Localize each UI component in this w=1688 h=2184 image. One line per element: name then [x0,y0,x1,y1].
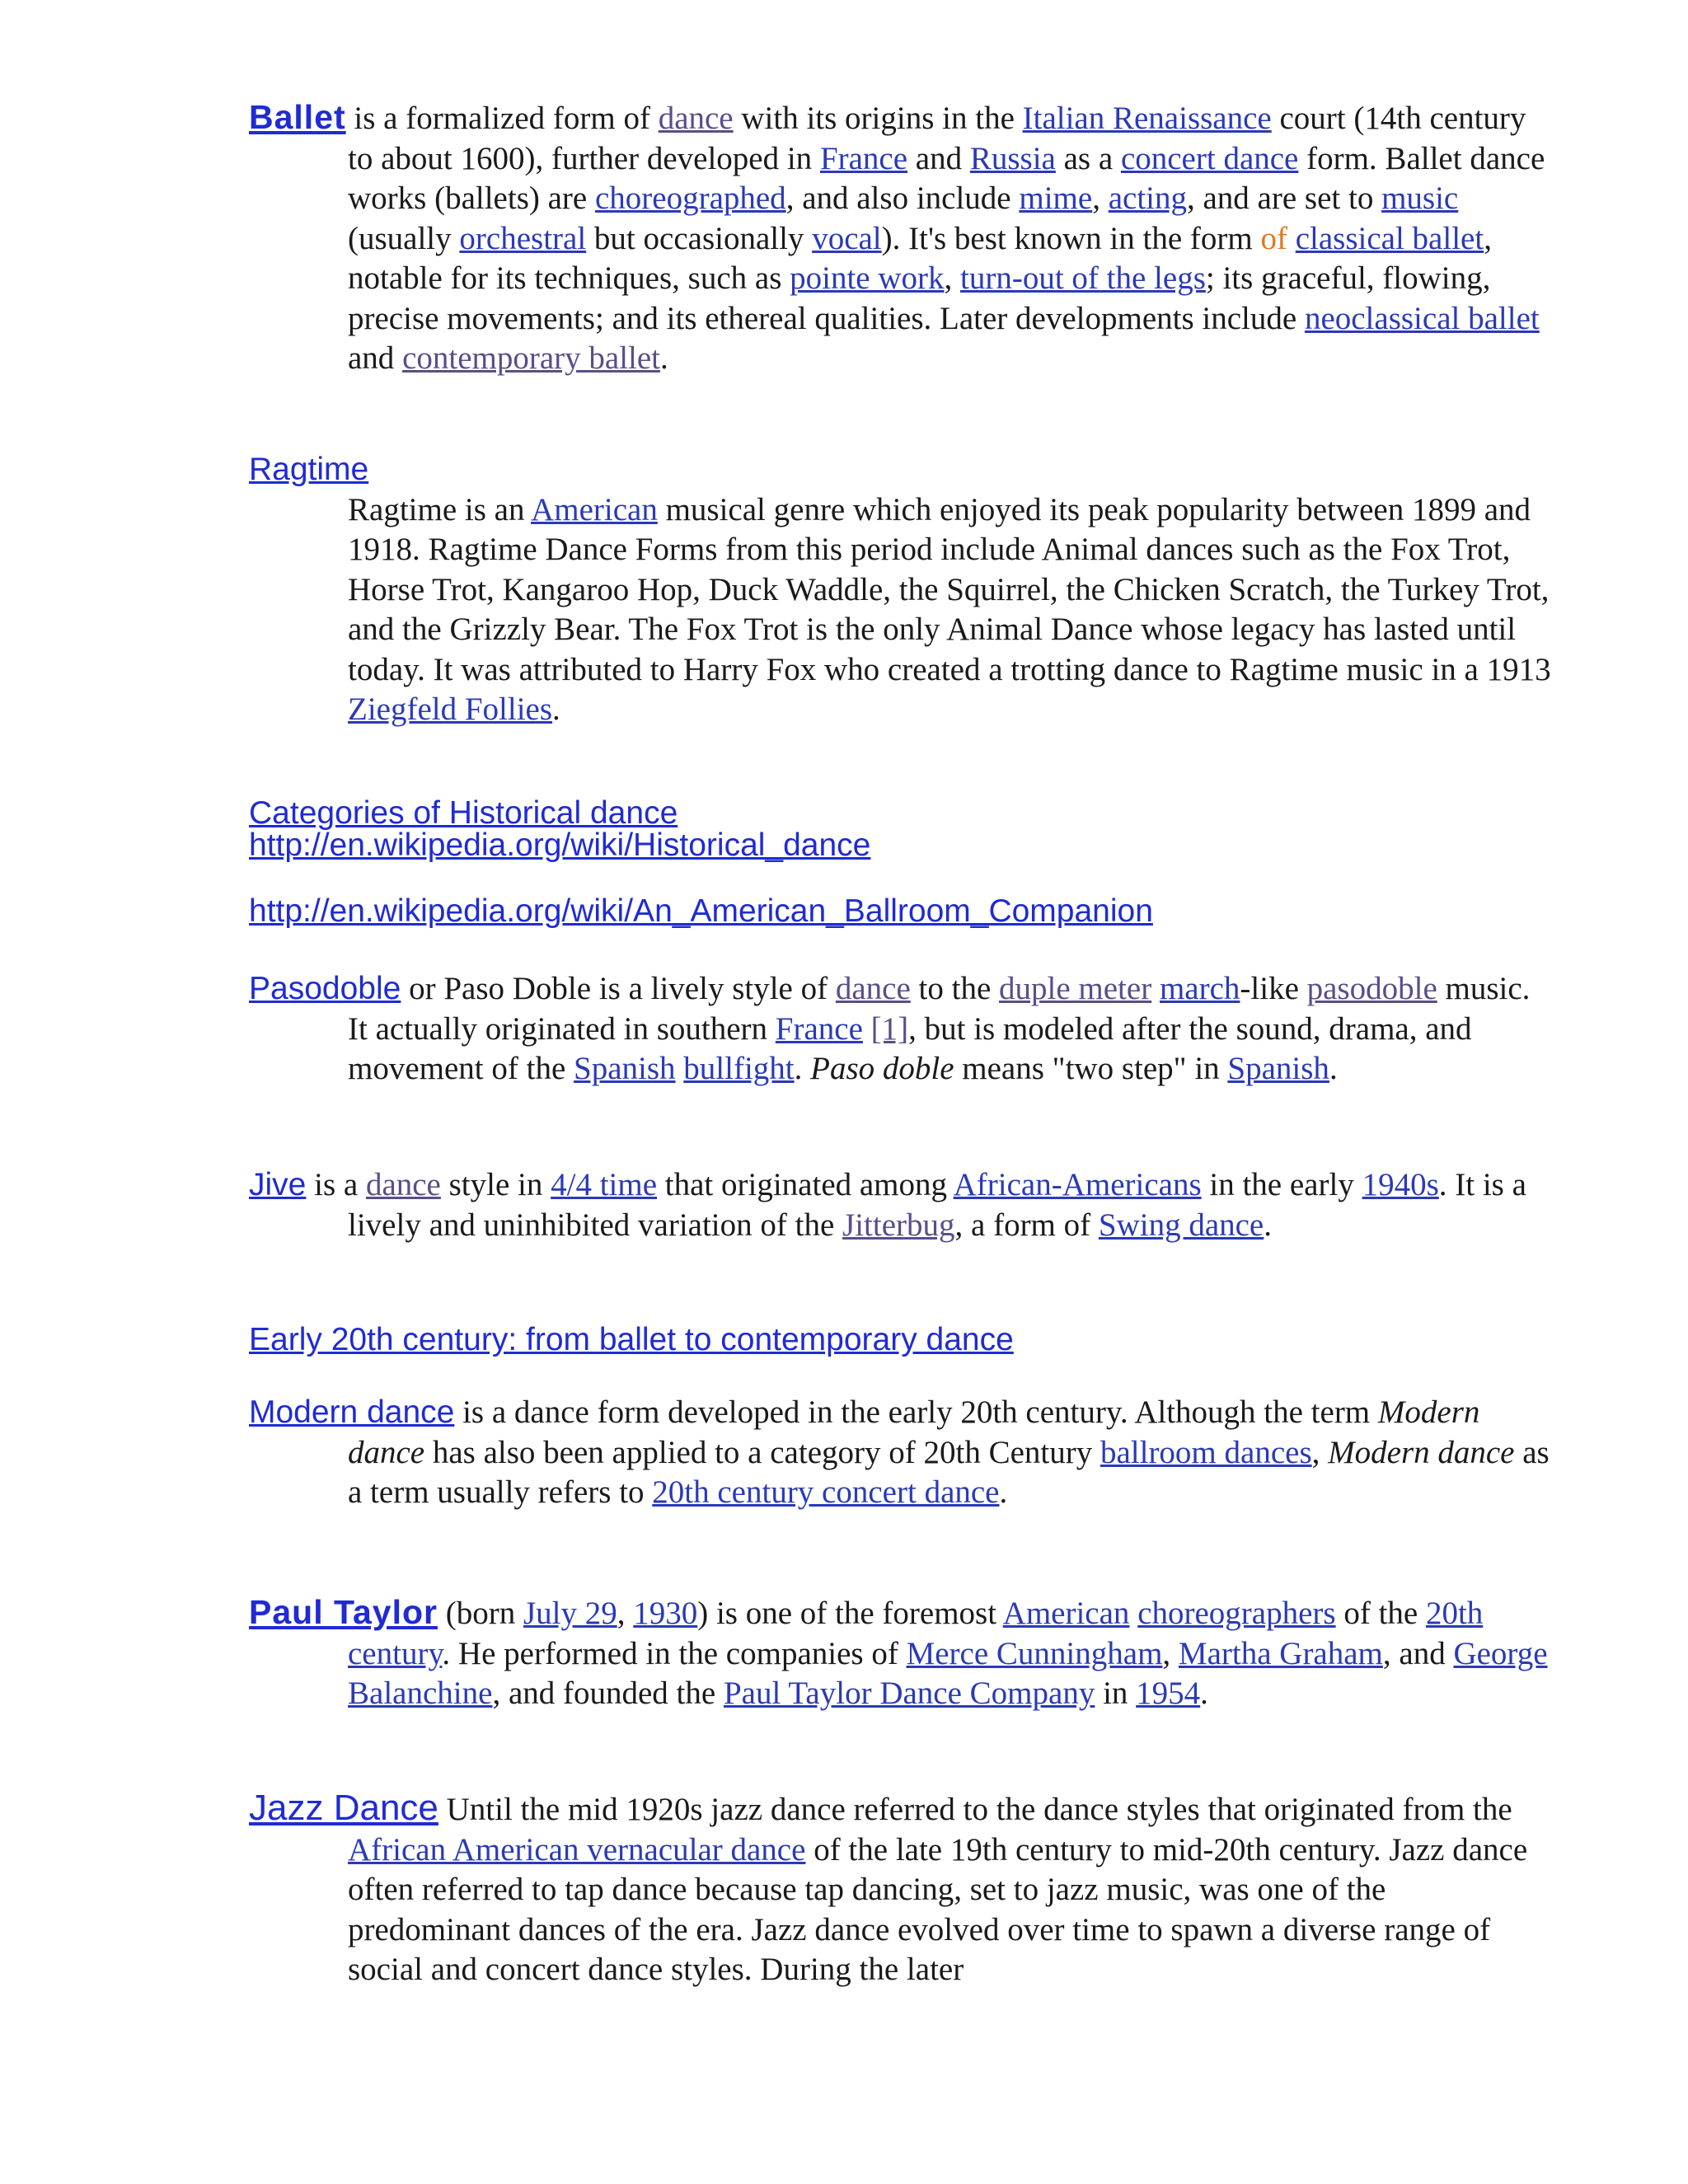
entry-jive [249,1165,1551,1245]
entry-modern-dance [249,1393,1551,1513]
link-1930[interactable]: 1930 [633,1596,698,1631]
link-classical-ballet[interactable]: classical ballet [1295,220,1484,256]
text: and [907,140,970,176]
link-acting[interactable]: acting [1108,180,1187,216]
text: ; its graceful, flowing, precise movements; and its ethereal qualities. Later developments include [348,260,1491,336]
link-spanish[interactable]: Spanish [574,1051,676,1086]
text: , [1311,1434,1329,1470]
text: means "two step" in [954,1051,1228,1086]
heading-modern-dance-link[interactable]: Modern dance [249,1394,455,1430]
link-20th-century-concert-dance[interactable]: 20th century concert dance [652,1474,1000,1510]
link-mime[interactable]: mime [1019,180,1093,216]
text-of-orange: of [1260,220,1287,256]
text: is a dance form developed in the early 20th century. Although the term [454,1394,1378,1430]
text: and [348,340,403,376]
text: . It is a lively and uninhibited variation of the [348,1167,1526,1243]
link-20th-century[interactable]: 20th century [348,1596,1484,1671]
heading-ragtime-link[interactable]: Ragtime [249,452,369,487]
link-vocal[interactable]: vocal [812,220,882,256]
heading-jazz-dance-link[interactable]: Jazz Dance [249,1788,438,1828]
text: -like [1240,971,1307,1006]
text: has also been applied to a category of 20th Century [424,1434,1100,1470]
entry-pasodoble [249,969,1551,1090]
link-italian-renaissance[interactable]: Italian Renaissance [1022,101,1272,136]
text: (usually [348,220,460,256]
link-pasodoble[interactable]: pasodoble [1306,971,1437,1006]
text: . [660,340,668,376]
link-american[interactable]: American [1002,1596,1130,1631]
link-swing-dance[interactable]: Swing dance [1098,1207,1264,1243]
link-reference-1[interactable]: [1] [870,1010,909,1047]
text: to the [910,971,1000,1006]
text: music. It actually originated in southern [348,971,1531,1047]
text: ) is one of the foremost [697,1596,1003,1631]
text: , and [1382,1635,1454,1671]
link-dance[interactable]: dance [835,971,911,1006]
link-african-american-vernacular-dance[interactable]: African American vernacular dance [348,1831,806,1868]
text: musical genre which enjoyed its peak popularity between 1899 and 1918. Ragtime Dance Forms from this period include Animal dances such as the Fox Trot, Horse Trot, Kangaroo Hop, Duck Waddle, the Squirrel, the Chicken Scratch, the Turkey Trot, and the Grizzly Bear. The Fox Trot is the only Animal Dance whose legacy has lasted until today. It was attributed to Harry Fox who created a trotting dance to Ragtime music in a 1913 [348,491,1551,687]
entry-ballet [249,97,1551,379]
link-pointe-work[interactable]: pointe work [790,260,945,296]
text: . [1329,1051,1338,1086]
text: , notable for its techniques, such as [348,220,1492,296]
link-concert-dance[interactable]: concert dance [1120,140,1299,176]
link-music[interactable]: music [1381,180,1459,216]
text: . [794,1051,811,1086]
heading-ballet-link[interactable]: Ballet [249,98,346,136]
link-france[interactable]: France [819,140,908,176]
text: but occasionally [586,220,813,256]
text: . [1264,1207,1272,1243]
link-ballroom-dances[interactable]: ballroom dances [1100,1434,1312,1470]
text: , [1162,1635,1179,1671]
text: court (14th century to about 1600), further developed in [348,101,1526,176]
link-duple-meter[interactable]: duple meter [999,971,1152,1006]
text: of the late 19th century to mid-20th century. Jazz dance often referred to tap dance because tap dancing, set to jazz music, was one of the predominant dances of the era. Jazz dance evolved over time to spawn a diverse range of social and concert dance styles. During the later [348,1831,1528,1987]
heading-paul-taylor-link[interactable]: Paul Taylor [249,1593,438,1631]
link-martha-graham[interactable]: Martha Graham [1178,1635,1383,1671]
text: as a term usually refers to [348,1434,1550,1510]
link-bullfight[interactable]: bullfight [683,1051,795,1086]
link-neoclassical-ballet[interactable]: neoclassical ballet [1304,300,1540,336]
link-african-americans[interactable]: African-Americans [953,1167,1202,1202]
italic-text: Modern dance [348,1394,1480,1470]
text: . [552,691,560,727]
text: is a formalized form of [345,101,659,136]
link-ballroom-companion-url[interactable]: http://en.wikipedia.org/wiki/An_American_Ballroom_Companion [249,893,1153,929]
text: , a form of [954,1207,1099,1243]
text: , [944,260,961,296]
link-russia[interactable]: Russia [969,140,1056,176]
text: , and also include [785,180,1020,216]
text: ). It's best known in the form [881,220,1261,256]
text: , [1092,180,1109,216]
text: form. Ballet dance works (ballets) are [348,140,1545,216]
text: . He performed in the companies of [442,1635,907,1671]
text: (born [437,1596,523,1631]
link-march[interactable]: march [1159,971,1240,1006]
link-dance[interactable]: dance [365,1167,441,1202]
text: style in [440,1167,551,1202]
text [1129,1596,1137,1631]
link-1940s[interactable]: 1940s [1362,1167,1439,1202]
link-paul-taylor-dance-company[interactable]: Paul Taylor Dance Company [723,1675,1095,1711]
link-american[interactable]: American [531,491,658,527]
link-contemporary-ballet[interactable]: contemporary ballet [402,340,661,376]
text: , [617,1596,634,1631]
link-france[interactable]: France [775,1010,863,1047]
text: in the early [1201,1167,1362,1202]
link-orchestral[interactable]: orchestral [459,220,587,256]
ragtime-body [348,490,1551,730]
text: that originated among [657,1167,954,1202]
link-spanish-language[interactable]: Spanish [1227,1051,1329,1086]
text [1151,971,1160,1006]
text: of the [1335,1596,1426,1631]
text [863,1011,871,1047]
text: or Paso Doble is a lively style of [401,971,836,1006]
text: is a [306,1167,366,1202]
text: . [1200,1675,1208,1711]
italic-text: Modern dance [1328,1434,1515,1470]
text: in [1095,1675,1137,1711]
link-historical-dance-url[interactable]: http://en.wikipedia.org/wiki/Historical_dance [249,827,871,863]
link-1954[interactable]: 1954 [1136,1675,1201,1711]
link-choreographers[interactable]: choreographers [1137,1596,1336,1631]
text: as a [1055,140,1121,176]
link-choreographed[interactable]: choreographed [594,180,786,216]
text: with its origins in the [733,101,1023,136]
text [676,1051,684,1086]
entry-paul-taylor [249,1592,1551,1714]
link-july-29[interactable]: July 29 [523,1596,617,1631]
text: , but is modeled after the sound, drama, and movement of the [348,1010,1472,1086]
link-early-20th-century[interactable]: Early 20th century: from ballet to contemporary dance [249,1322,1014,1357]
link-turn-out[interactable]: turn-out of the legs [960,260,1206,296]
heading-jive-link[interactable]: Jive [249,1167,307,1202]
text: , and founded the [492,1675,724,1711]
link-categories-historical-dance[interactable]: Categories of Historical dance [249,795,678,831]
link-4-4-time[interactable]: 4/4 time [551,1167,658,1202]
text: Ragtime is an [348,491,532,527]
text [1287,221,1296,256]
italic-text: Paso doble [810,1051,954,1086]
heading-pasodoble-link[interactable]: Pasodoble [249,971,401,1006]
text: . [999,1474,1008,1510]
entry-ragtime [249,450,1551,730]
link-merce-cunningham[interactable]: Merce Cunningham [906,1635,1163,1671]
link-jitterbug[interactable]: Jitterbug [842,1207,955,1243]
link-dance[interactable]: dance [658,101,734,136]
link-ziegfeld-follies[interactable]: Ziegfeld Follies [348,691,553,727]
text: , and are set to [1187,180,1382,216]
text: Until the mid 1920s jazz dance referred to the dance styles that originated from the [438,1792,1512,1827]
link-george-balanchine[interactable]: George Balanchine [348,1635,1548,1711]
entry-jazz-dance [249,1788,1551,1990]
